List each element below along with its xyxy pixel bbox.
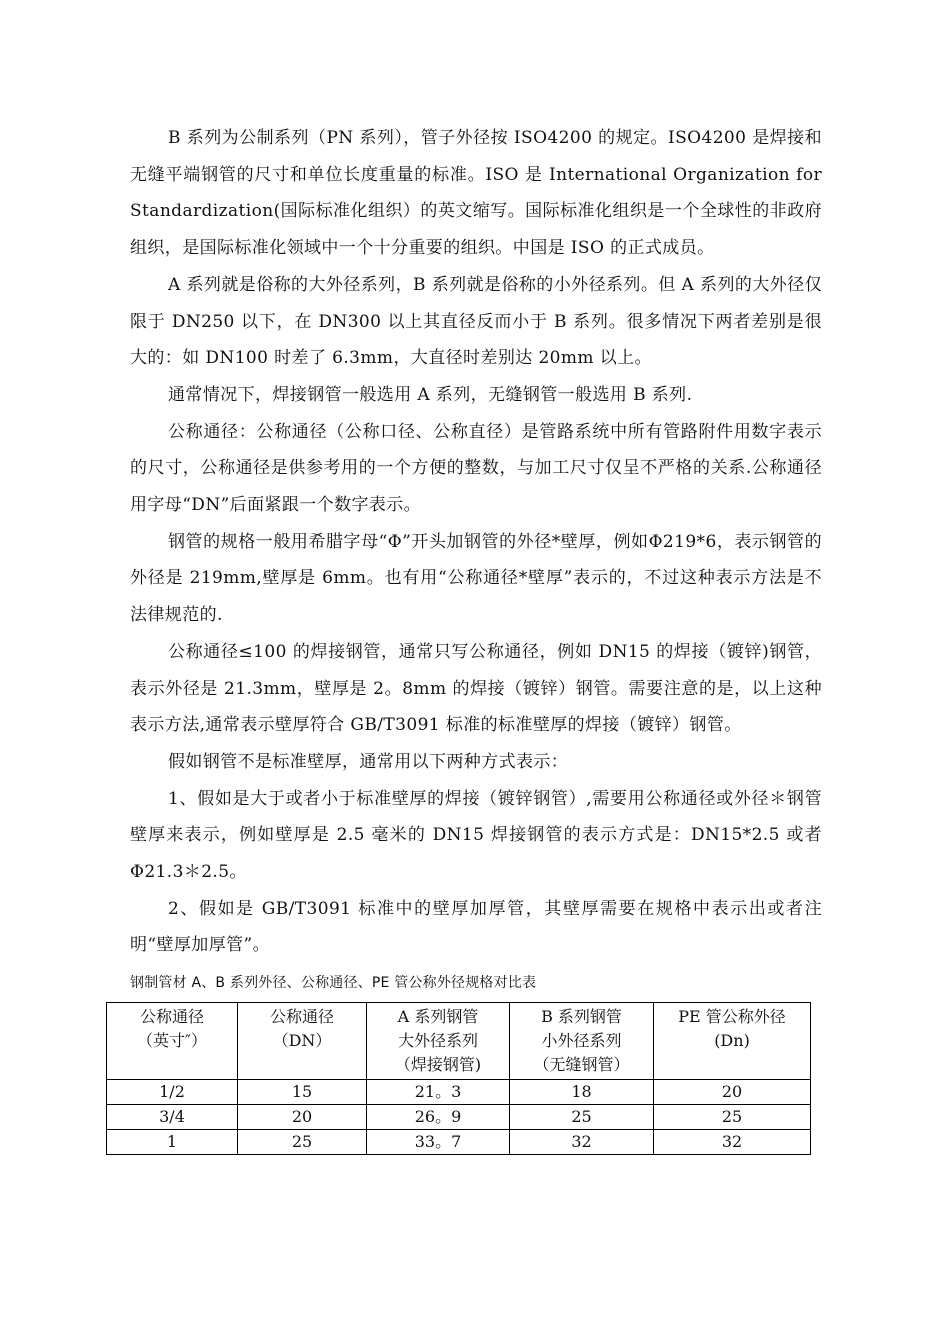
paragraph-spec-notation: 钢管的规格一般用希腊字母“Φ”开头加钢管的外径*壁厚，例如Φ219*6，表示钢管的外径是 219mm,壁厚是 6mm。也有用“公称通径*壁厚”表示的，不过这种表示方法是不法律规范的.: [130, 531, 822, 626]
cell-dn: 25: [238, 1130, 367, 1155]
cell-a-series: 33。7: [367, 1130, 510, 1155]
cell-pe: 25: [654, 1105, 811, 1130]
paragraph-nominal-diameter: 公称通径：公称通径（公称口径、公称直径）是管路系统中所有管路附件用数字表示的尺寸，公称通径是供参考用的一个方便的整数，与加工尺寸仅呈不严格的关系.公称通径用字母“DN”后面紧跟一个数字表示。: [130, 421, 822, 516]
header-inch: 公称通径 （英寸″）: [107, 1003, 238, 1080]
header-dn: 公称通径 （DN）: [238, 1003, 367, 1080]
header-pe: PE 管公称外径 (Dn): [654, 1003, 811, 1080]
cell-inch: 3/4: [107, 1105, 238, 1130]
cell-dn: 20: [238, 1105, 367, 1130]
paragraph-item-2: 2、假如是 GB/T3091 标准中的壁厚加厚管，其壁厚需要在规格中表示出或者注明“壁厚加厚管”。: [130, 898, 822, 956]
paragraph-item-1: 1、假如是大于或者小于标准壁厚的焊接（镀锌钢管）,需要用公称通径或外径＊钢管壁厚来表示，例如壁厚是 2.5 毫米的 DN15 焊接钢管的表示方式是：DN15*2.5 或者 Φ21.3＊2.5。: [130, 788, 822, 883]
spec-comparison-table: [106, 1002, 811, 1155]
table-row: [107, 1130, 811, 1155]
table-row: [107, 1080, 811, 1105]
paragraph-dn100: 公称通径≤100 的焊接钢管，通常只写公称通径，例如 DN15 的焊接（镀锌)钢管，表示外径是 21.3mm，壁厚是 2。8mm 的焊接（镀锌）钢管。需要注意的是，以上这种表示方法,通常表示壁厚符合 GB/T3091 标准的标准壁厚的焊接（镀锌）钢管。: [130, 641, 822, 736]
cell-b-series: 18: [510, 1080, 654, 1105]
header-a-series: A 系列钢管 大外径系列 （焊接钢管): [367, 1003, 510, 1080]
cell-pe: 20: [654, 1080, 811, 1105]
cell-dn: 15: [238, 1080, 367, 1105]
header-b-series: B 系列钢管 小外径系列 （无缝钢管）: [510, 1003, 654, 1080]
cell-inch: 1: [107, 1130, 238, 1155]
table-header-row: [107, 1003, 811, 1080]
paragraph-non-standard: 假如钢管不是标准壁厚，通常用以下两种方式表示：: [168, 751, 569, 772]
cell-b-series: 25: [510, 1105, 654, 1130]
paragraph-iso-standard: B 系列为公制系列（PN 系列），管子外径按 ISO4200 的规定。ISO4200 是焊接和无缝平端钢管的尺寸和单位长度重量的标准。ISO 是 International Organization for Standardization(国际标准化组织）的英文缩写。国际标准化组织是一个全球性的非政府组织，是国际标准化领域中一个十分重要的组织。中国是 ISO 的正式成员。: [130, 128, 822, 259]
paragraph-ab-series: A 系列就是俗称的大外径系列，B 系列就是俗称的小外径系列。但 A 系列的大外径仅限于 DN250 以下，在 DN300 以上其直径反而小于 B 系列。很多情况下两者差别是很大的：如 DN100 时差了 6.3mm，大直径时差别达 20mm 以上。: [130, 274, 822, 369]
paragraph-usage: 通常情况下，焊接钢管一般选用 A 系列，无缝钢管一般选用 B 系列.: [168, 384, 693, 405]
cell-a-series: 26。9: [367, 1105, 510, 1130]
table-row: [107, 1105, 811, 1130]
table-caption: 钢制管材 A、B 系列外径、公称通径、PE 管公称外径规格对比表: [130, 975, 537, 992]
cell-a-series: 21。3: [367, 1080, 510, 1105]
document-page: [130, 120, 822, 1155]
cell-inch: 1/2: [107, 1080, 238, 1105]
cell-b-series: 32: [510, 1130, 654, 1155]
cell-pe: 32: [654, 1130, 811, 1155]
